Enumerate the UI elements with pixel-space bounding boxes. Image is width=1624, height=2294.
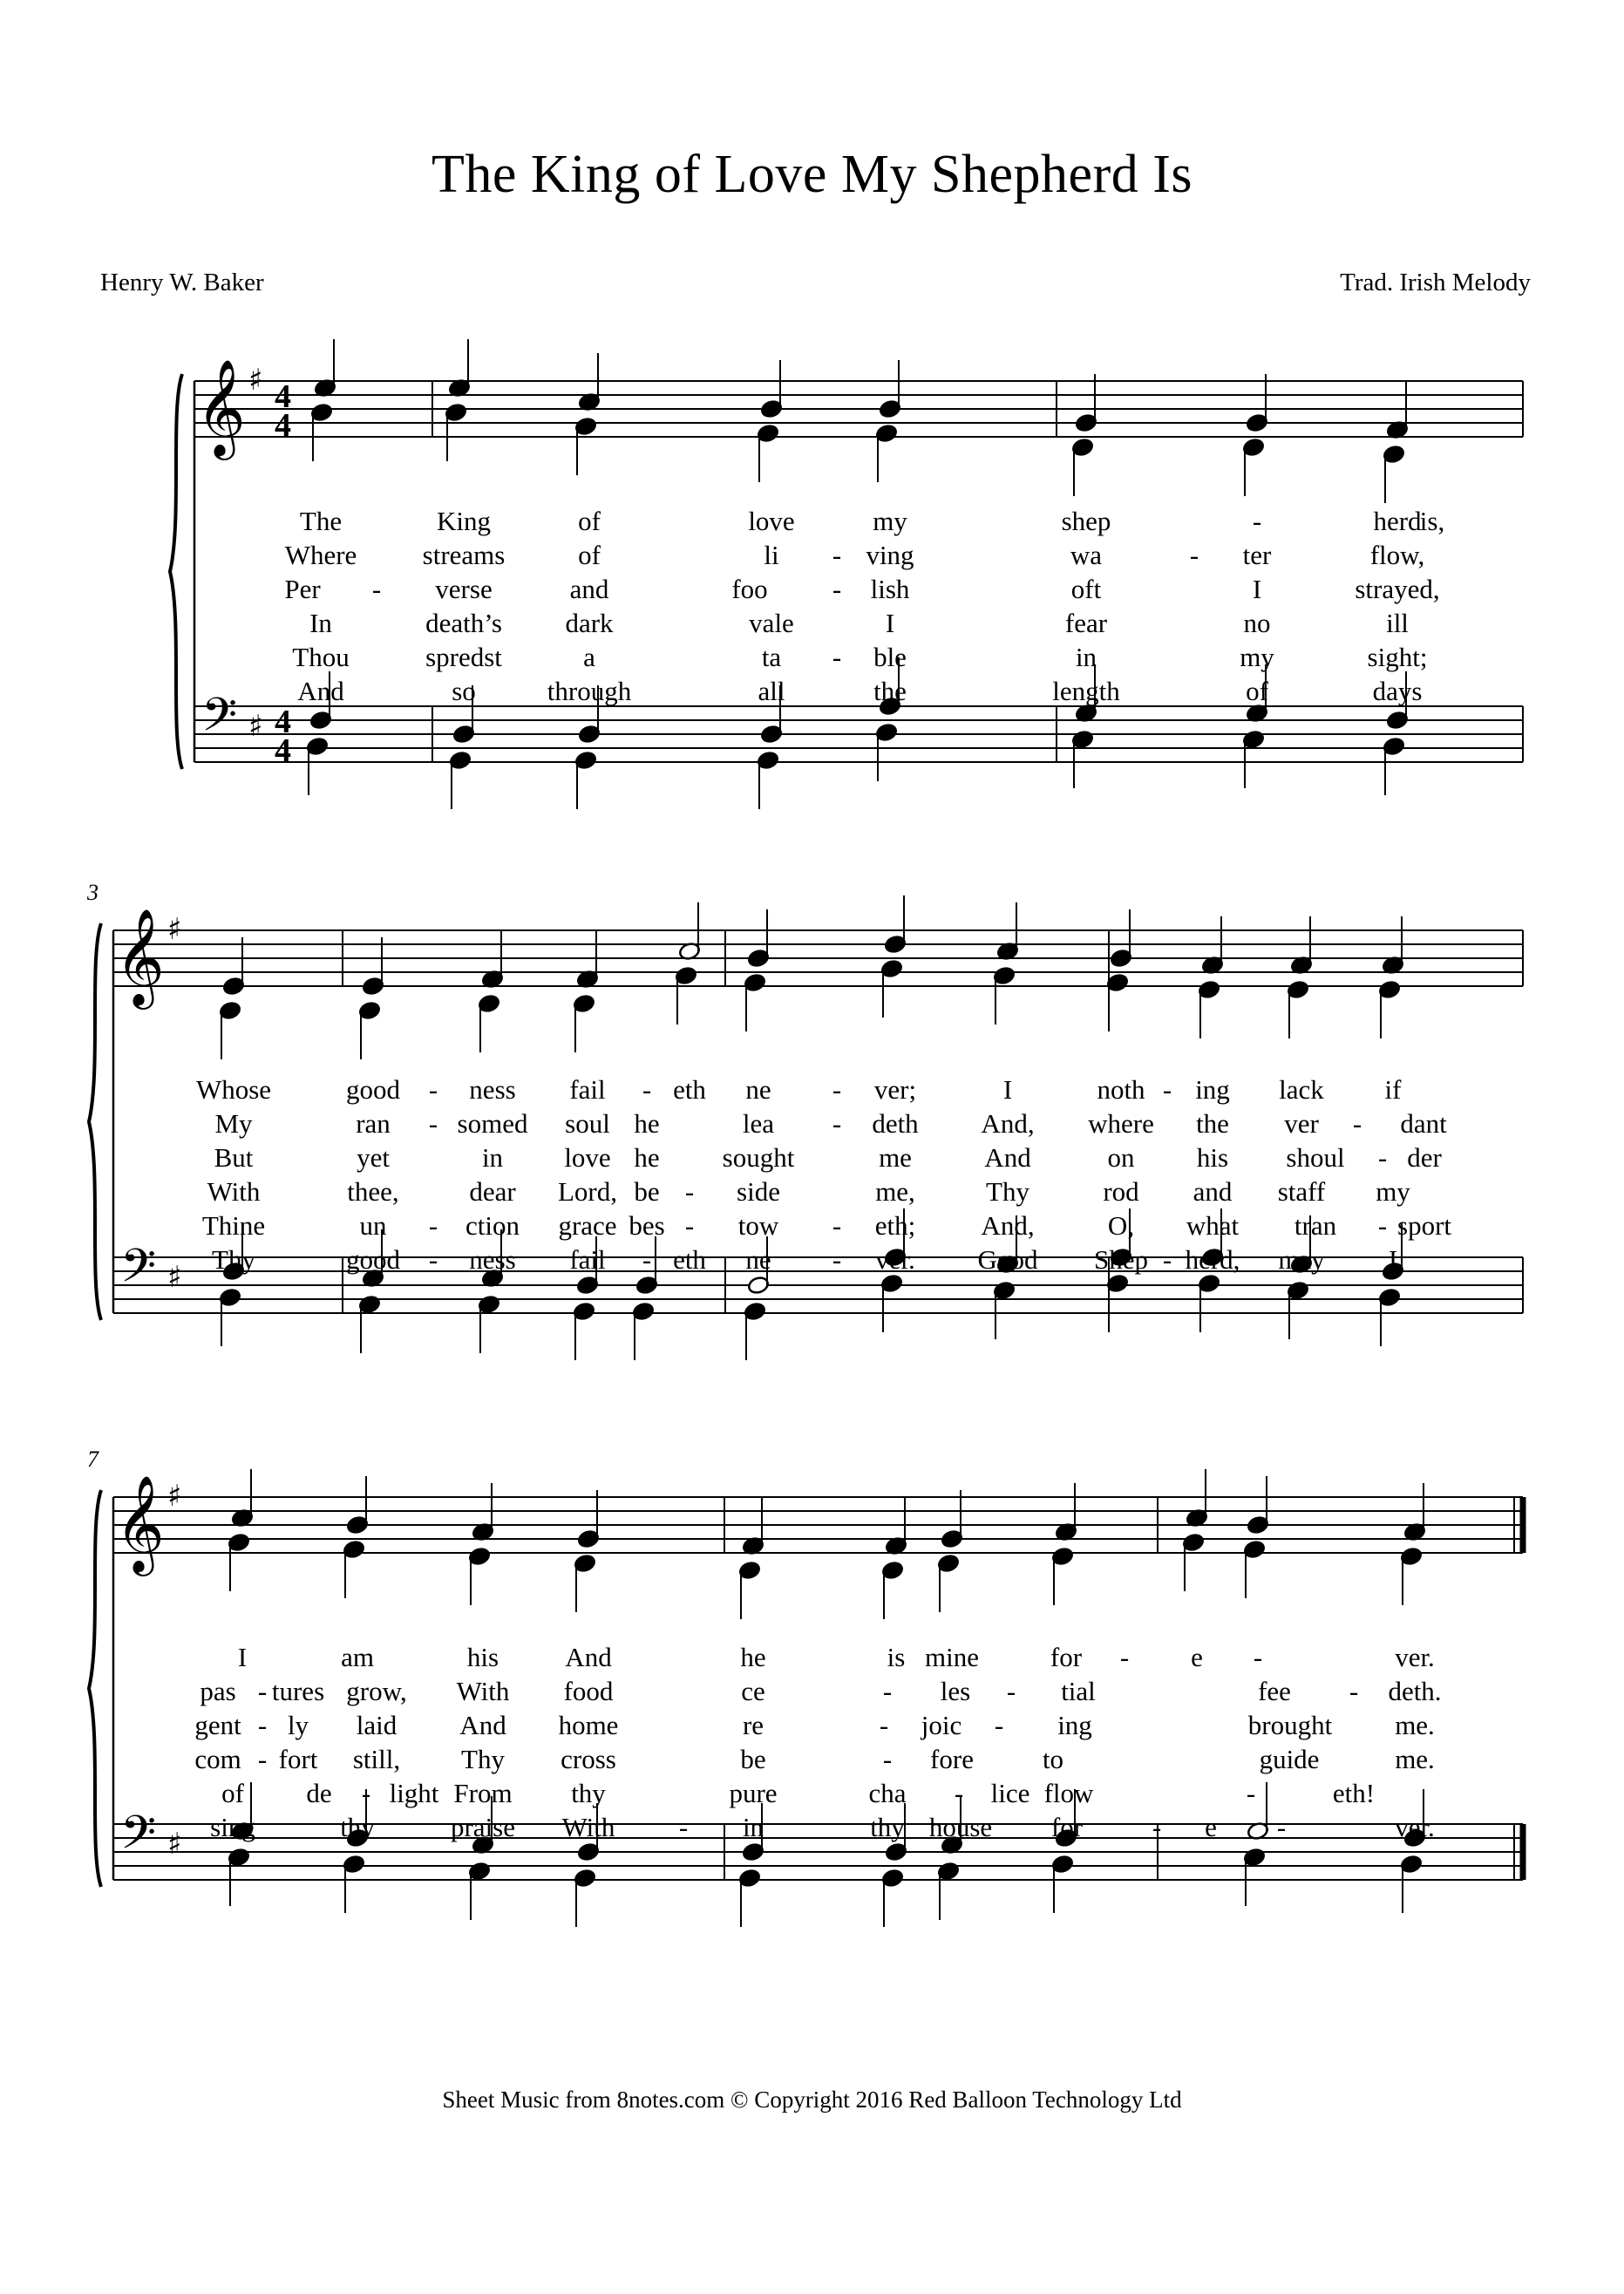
- lyric-syllable: cross: [561, 1744, 616, 1774]
- time-sig-denominator: 4: [275, 732, 291, 769]
- bass-staff: [113, 1824, 1523, 1880]
- lyric-syllable: thy: [870, 1812, 905, 1842]
- time-sig-denominator: 4: [275, 407, 291, 444]
- lyric-syllable: me.: [1395, 1744, 1435, 1774]
- lyric-syllable: And: [459, 1710, 506, 1740]
- lyric-syllable: where: [1088, 1108, 1154, 1139]
- lyric-syllable: Thy: [212, 1244, 255, 1275]
- lyric-syllable: lack: [1279, 1074, 1324, 1105]
- sharp-icon: ♯: [167, 1827, 182, 1862]
- lyric-syllable: -: [1276, 1812, 1287, 1842]
- lyric-syllable: strayed,: [1355, 574, 1440, 604]
- lyricist-credit: Henry W. Baker: [100, 269, 264, 296]
- lyric-syllable: love: [564, 1142, 611, 1173]
- lyric-syllable: be: [634, 1176, 660, 1207]
- lyric-syllable: his: [1196, 1142, 1229, 1173]
- lyric-syllable: all: [758, 676, 785, 706]
- lyric-syllable: dark: [565, 608, 614, 638]
- bass-clef-icon: 𝄢: [120, 1240, 157, 1304]
- lyric-syllable: gent: [194, 1710, 241, 1740]
- lyric-syllable: -: [882, 1676, 893, 1706]
- lyric-syllable: pure: [729, 1778, 778, 1808]
- lyric-syllable: -: [882, 1744, 893, 1774]
- lyric-syllable: e: [1205, 1812, 1217, 1842]
- lyric-syllable: From: [453, 1778, 513, 1808]
- lyric-syllable: sought: [722, 1142, 795, 1173]
- lyric-syllable: still,: [352, 1744, 401, 1774]
- lyric-syllable: e: [1191, 1642, 1203, 1672]
- lyric-syllable: for: [1050, 1812, 1084, 1842]
- lyric-syllable: shoul: [1286, 1142, 1345, 1173]
- lyric-syllable: -: [684, 1210, 695, 1241]
- lyric-syllable: ver.: [875, 1244, 915, 1275]
- lyric-syllable: fort: [278, 1744, 318, 1774]
- lyric-syllable: length: [1052, 676, 1120, 706]
- lyric-syllable: death’s: [425, 608, 502, 638]
- lyric-syllable: King: [437, 506, 491, 536]
- treble-clef-icon: 𝄞: [115, 908, 165, 1005]
- lyric-syllable: good: [346, 1244, 400, 1275]
- lyric-syllable: ly: [287, 1710, 309, 1740]
- lyric-syllable: -: [257, 1676, 268, 1706]
- lyric-syllable: ter: [1242, 540, 1272, 570]
- brace-icon: [170, 374, 182, 769]
- lyric-syllable: may: [1278, 1244, 1325, 1275]
- lyric-syllable: tow: [737, 1210, 779, 1241]
- sharp-icon: ♯: [167, 1260, 182, 1295]
- lyric-syllable: -: [994, 1710, 1004, 1740]
- lyric-syllable: pas: [200, 1676, 236, 1706]
- lyric-syllable: -: [954, 1778, 964, 1808]
- lyric-syllable: ing: [1195, 1074, 1230, 1105]
- brace-icon: [89, 923, 101, 1320]
- lyric-syllable: grace: [558, 1210, 617, 1241]
- lyric-syllable: ness: [469, 1244, 516, 1275]
- lyric-syllable: les: [940, 1676, 971, 1706]
- lyric-syllable: -: [257, 1710, 268, 1740]
- lyric-syllable: herd,: [1185, 1244, 1240, 1275]
- lyric-syllable: in: [742, 1812, 764, 1842]
- lyric-syllable: I: [1002, 1074, 1013, 1105]
- lyric-syllable: thee,: [347, 1176, 399, 1207]
- lyric-syllable: ne: [745, 1074, 771, 1105]
- lyric-syllable: tran: [1294, 1210, 1337, 1241]
- lyric-syllable: for: [1050, 1642, 1083, 1672]
- lyric-syllable: me.: [1395, 1710, 1435, 1740]
- lyric-syllable: fore: [930, 1744, 974, 1774]
- lyric-syllable: Thy: [461, 1744, 505, 1774]
- bass-clef-icon: 𝄢: [201, 689, 238, 753]
- lyric-syllable: eth: [673, 1244, 706, 1275]
- lyric-syllable: so: [452, 676, 476, 706]
- lyric-syllable: of: [578, 540, 601, 570]
- lyric-syllable: in: [481, 1142, 504, 1173]
- lyric-syllable: -: [1152, 1812, 1162, 1842]
- lyric-syllable: eth!: [1332, 1778, 1376, 1808]
- lyric-syllable: guide: [1259, 1744, 1320, 1774]
- lyric-syllable: his: [466, 1642, 499, 1672]
- lyric-syllable: deth: [872, 1108, 919, 1139]
- lyric-syllable: eth;: [874, 1210, 916, 1241]
- measure-number: 7: [87, 1447, 99, 1472]
- lyric-syllable: un: [359, 1210, 387, 1241]
- treble-staff: [113, 930, 1523, 986]
- lyric-syllable: light: [389, 1778, 439, 1808]
- lyric-syllable: and: [1193, 1176, 1233, 1207]
- lyric-syllable: -: [428, 1210, 438, 1241]
- lyric-syllable: -: [832, 1210, 842, 1241]
- bass-staff: [194, 706, 1523, 762]
- lyric-syllable: in: [1075, 642, 1097, 672]
- lyric-syllable: to: [1042, 1744, 1064, 1774]
- lyric-syllable: Shep: [1094, 1244, 1148, 1275]
- lyric-syllable: me: [879, 1142, 912, 1173]
- lyric-syllable: And: [297, 676, 344, 706]
- lyric-syllable: tures: [271, 1676, 325, 1706]
- lyric-syllable: Where: [284, 540, 357, 570]
- lyric-syllable: -: [428, 1108, 438, 1139]
- lyric-syllable: grow,: [346, 1676, 407, 1706]
- lyric-syllable: fail: [569, 1074, 606, 1105]
- lyric-syllable: streams: [422, 540, 506, 570]
- lyric-syllable: Per: [284, 574, 321, 604]
- lyric-syllable: With: [207, 1176, 261, 1207]
- lyric-syllable: flow: [1043, 1778, 1094, 1808]
- lyric-syllable: on: [1107, 1142, 1135, 1173]
- lyric-syllable: laid: [356, 1710, 398, 1740]
- lyric-syllable: be: [740, 1744, 766, 1774]
- lyric-syllable: -: [1377, 1210, 1388, 1241]
- lyric-syllable: ness: [469, 1074, 516, 1105]
- lyric-syllable: -: [1352, 1108, 1362, 1139]
- time-signature: [275, 378, 291, 444]
- lyric-syllable: thy: [571, 1778, 606, 1808]
- lyric-syllable: And: [984, 1142, 1031, 1173]
- sharp-icon: ♯: [248, 363, 263, 398]
- lyric-syllable: sing: [210, 1812, 255, 1842]
- sharp-icon: ♯: [167, 1479, 182, 1514]
- lyric-syllable: staff: [1277, 1176, 1326, 1207]
- lyric-syllable: ne: [745, 1244, 771, 1275]
- lyric-syllable: thy: [340, 1812, 375, 1842]
- lyric-syllable: lish: [870, 574, 910, 604]
- lyric-syllable: My: [214, 1108, 253, 1139]
- time-sig-numerator: 4: [275, 378, 291, 415]
- lyric-syllable: der: [1407, 1142, 1442, 1173]
- lyric-syllable: no: [1243, 608, 1271, 638]
- lyric-syllable: And: [565, 1642, 612, 1672]
- lyric-syllable: brought: [1247, 1710, 1333, 1740]
- lyric-syllable: the: [1196, 1108, 1229, 1139]
- treble-staff: [194, 381, 1523, 437]
- lyric-syllable: side: [737, 1176, 780, 1207]
- lyric-syllable: dant: [1400, 1108, 1447, 1139]
- lyric-syllable: house: [928, 1812, 993, 1842]
- lyric-syllable: ver;: [873, 1074, 917, 1105]
- lyric-syllable: of: [578, 506, 601, 536]
- lyric-syllable: With: [561, 1812, 615, 1842]
- treble-clef-icon: 𝄞: [115, 1474, 165, 1572]
- lyric-syllable: lice: [990, 1778, 1030, 1808]
- lyric-syllable: And,: [981, 1210, 1035, 1241]
- lyric-syllable: verse: [435, 574, 493, 604]
- lyric-syllable: rod: [1103, 1176, 1139, 1207]
- lyric-syllable: Thy: [986, 1176, 1029, 1207]
- lyric-syllable: through: [547, 676, 632, 706]
- lyric-syllable: days: [1372, 676, 1423, 706]
- copyright-footer: Sheet Music from 8notes.com © Copyright 2016 Red Balloon Technology Ltd: [442, 2086, 1182, 2113]
- lyric-syllable: deth.: [1388, 1676, 1442, 1706]
- lyric-syllable: -: [371, 574, 382, 604]
- lyric-syllable: de: [306, 1778, 332, 1808]
- lyric-syllable: ving: [866, 540, 914, 570]
- lyric-syllable: he: [634, 1108, 660, 1139]
- lyric-syllable: is,: [1419, 506, 1445, 536]
- lyric-syllable: my: [1240, 642, 1274, 672]
- lyric-syllable: The: [299, 506, 343, 536]
- lyric-syllable: wa: [1070, 540, 1103, 570]
- lyric-syllable: lea: [742, 1108, 775, 1139]
- lyric-syllable: Whose: [195, 1074, 272, 1105]
- lyric-syllable: and: [569, 574, 609, 604]
- lyric-syllable: ver.: [1395, 1812, 1435, 1842]
- lyric-syllable: -: [678, 1812, 689, 1842]
- lyric-syllable: -: [1162, 1074, 1172, 1105]
- lyric-syllable: -: [361, 1778, 371, 1808]
- lyric-syllable: food: [563, 1676, 614, 1706]
- lyric-syllable: of: [221, 1778, 244, 1808]
- lyric-syllable: But: [214, 1142, 254, 1173]
- lyric-syllable: -: [642, 1074, 652, 1105]
- lyric-syllable: -: [1253, 1642, 1263, 1672]
- lyric-syllable: ran: [356, 1108, 391, 1139]
- lyric-syllable: And,: [981, 1108, 1035, 1139]
- lyric-syllable: Good: [977, 1244, 1038, 1275]
- sharp-icon: ♯: [248, 709, 263, 744]
- lyric-syllable: -: [257, 1744, 268, 1774]
- lyric-syllable: mine: [925, 1642, 979, 1672]
- lyric-syllable: -: [642, 1244, 652, 1275]
- lyric-syllable: of: [1246, 676, 1268, 706]
- time-signature: [275, 704, 291, 769]
- lyric-syllable: bes: [629, 1210, 665, 1241]
- lyric-syllable: herd: [1373, 506, 1422, 536]
- lyric-syllable: ction: [465, 1210, 520, 1241]
- lyric-syllable: is: [887, 1642, 906, 1672]
- lyric-syllable: eth: [673, 1074, 706, 1105]
- lyric-syllable: sight;: [1367, 642, 1428, 672]
- lyric-syllable: Thine: [201, 1210, 266, 1241]
- lyric-syllable: In: [309, 608, 332, 638]
- lyric-syllable: O,: [1107, 1210, 1135, 1241]
- lyric-syllable: he: [740, 1642, 766, 1672]
- lyric-syllable: -: [1006, 1676, 1016, 1706]
- measure-number: 3: [87, 880, 99, 905]
- lyric-syllable: ta: [761, 642, 782, 672]
- lyric-syllable: soul: [565, 1108, 610, 1139]
- lyric-syllable: -: [1377, 1142, 1388, 1173]
- lyric-syllable: cha: [868, 1778, 907, 1808]
- lyric-syllable: fail: [569, 1244, 606, 1275]
- lyric-syllable: -: [879, 1710, 889, 1740]
- page-title: The King of Love My Shepherd Is: [431, 145, 1193, 204]
- bass-clef-icon: 𝄢: [120, 1807, 157, 1871]
- lyric-syllable: With: [456, 1676, 510, 1706]
- lyric-syllable: flow,: [1369, 540, 1425, 570]
- lyric-syllable: -: [832, 574, 842, 604]
- lyric-syllable: -: [832, 1108, 842, 1139]
- lyric-syllable: fee: [1258, 1676, 1291, 1706]
- treble-staff: [113, 1497, 1523, 1553]
- lyric-syllable: shep: [1061, 506, 1111, 536]
- lyric-syllable: ver.: [1395, 1642, 1435, 1672]
- lyric-syllable: Thou: [292, 642, 350, 672]
- lyric-syllable: Lord,: [557, 1176, 618, 1207]
- lyric-syllable: -: [832, 642, 842, 672]
- lyric-syllable: -: [428, 1074, 438, 1105]
- lyric-syllable: fear: [1064, 608, 1108, 638]
- lyric-syllable: tial: [1061, 1676, 1096, 1706]
- lyric-syllable: if: [1384, 1074, 1402, 1105]
- lyric-syllable: dear: [469, 1176, 516, 1207]
- lyric-syllable: a: [583, 642, 595, 672]
- lyric-syllable: li: [764, 540, 779, 570]
- lyric-syllable: -: [832, 540, 842, 570]
- lyric-syllable: my: [1376, 1176, 1410, 1207]
- lyric-syllable: I: [237, 1642, 248, 1672]
- lyric-syllable: praise: [450, 1812, 516, 1842]
- lyric-syllable: somed: [457, 1108, 528, 1139]
- lyric-syllable: ce: [741, 1676, 765, 1706]
- lyric-syllable: com: [194, 1744, 241, 1774]
- lyric-syllable: me,: [875, 1176, 915, 1207]
- brace-icon: [89, 1490, 101, 1887]
- lyric-syllable: joic: [921, 1710, 962, 1740]
- lyric-syllable: ver: [1284, 1108, 1319, 1139]
- time-sig-numerator: 4: [275, 704, 291, 740]
- lyric-syllable: ing: [1057, 1710, 1092, 1740]
- lyric-syllable: -: [1252, 506, 1262, 536]
- lyric-syllable: what: [1186, 1210, 1240, 1241]
- lyric-syllable: I: [885, 608, 895, 638]
- lyric-syllable: re: [742, 1710, 764, 1740]
- lyric-syllable: -: [1349, 1676, 1359, 1706]
- lyric-syllable: oft: [1070, 574, 1102, 604]
- treble-clef-icon: 𝄞: [196, 358, 246, 456]
- lyric-syllable: -: [428, 1244, 438, 1275]
- lyric-syllable: ble: [873, 642, 907, 672]
- lyric-syllable: -: [1189, 540, 1199, 570]
- lyric-syllable: vale: [749, 608, 794, 638]
- lyric-syllable: I: [1252, 574, 1262, 604]
- lyric-syllable: spredst: [425, 642, 502, 672]
- lyric-syllable: I: [1388, 1244, 1398, 1275]
- lyric-syllable: -: [684, 1176, 695, 1207]
- lyric-syllable: am: [341, 1642, 374, 1672]
- lyric-syllable: home: [558, 1710, 619, 1740]
- lyric-syllable: he: [634, 1142, 660, 1173]
- lyric-syllable: the: [873, 676, 907, 706]
- composer-credit: Trad. Irish Melody: [1340, 269, 1531, 296]
- lyric-syllable: -: [832, 1244, 842, 1275]
- lyric-syllable: -: [1246, 1778, 1256, 1808]
- lyric-syllable: foo: [731, 574, 768, 604]
- lyric-syllable: -: [832, 1074, 842, 1105]
- sharp-icon: ♯: [167, 912, 182, 947]
- lyric-syllable: good: [346, 1074, 400, 1105]
- lyric-syllable: ill: [1386, 608, 1409, 638]
- lyric-syllable: sport: [1397, 1210, 1451, 1241]
- lyric-syllable: yet: [357, 1142, 390, 1173]
- lyric-syllable: love: [748, 506, 795, 536]
- lyric-syllable: -: [1162, 1244, 1172, 1275]
- lyric-syllable: noth: [1097, 1074, 1145, 1105]
- lyric-syllable: -: [1119, 1642, 1130, 1672]
- lyric-syllable: my: [873, 506, 907, 536]
